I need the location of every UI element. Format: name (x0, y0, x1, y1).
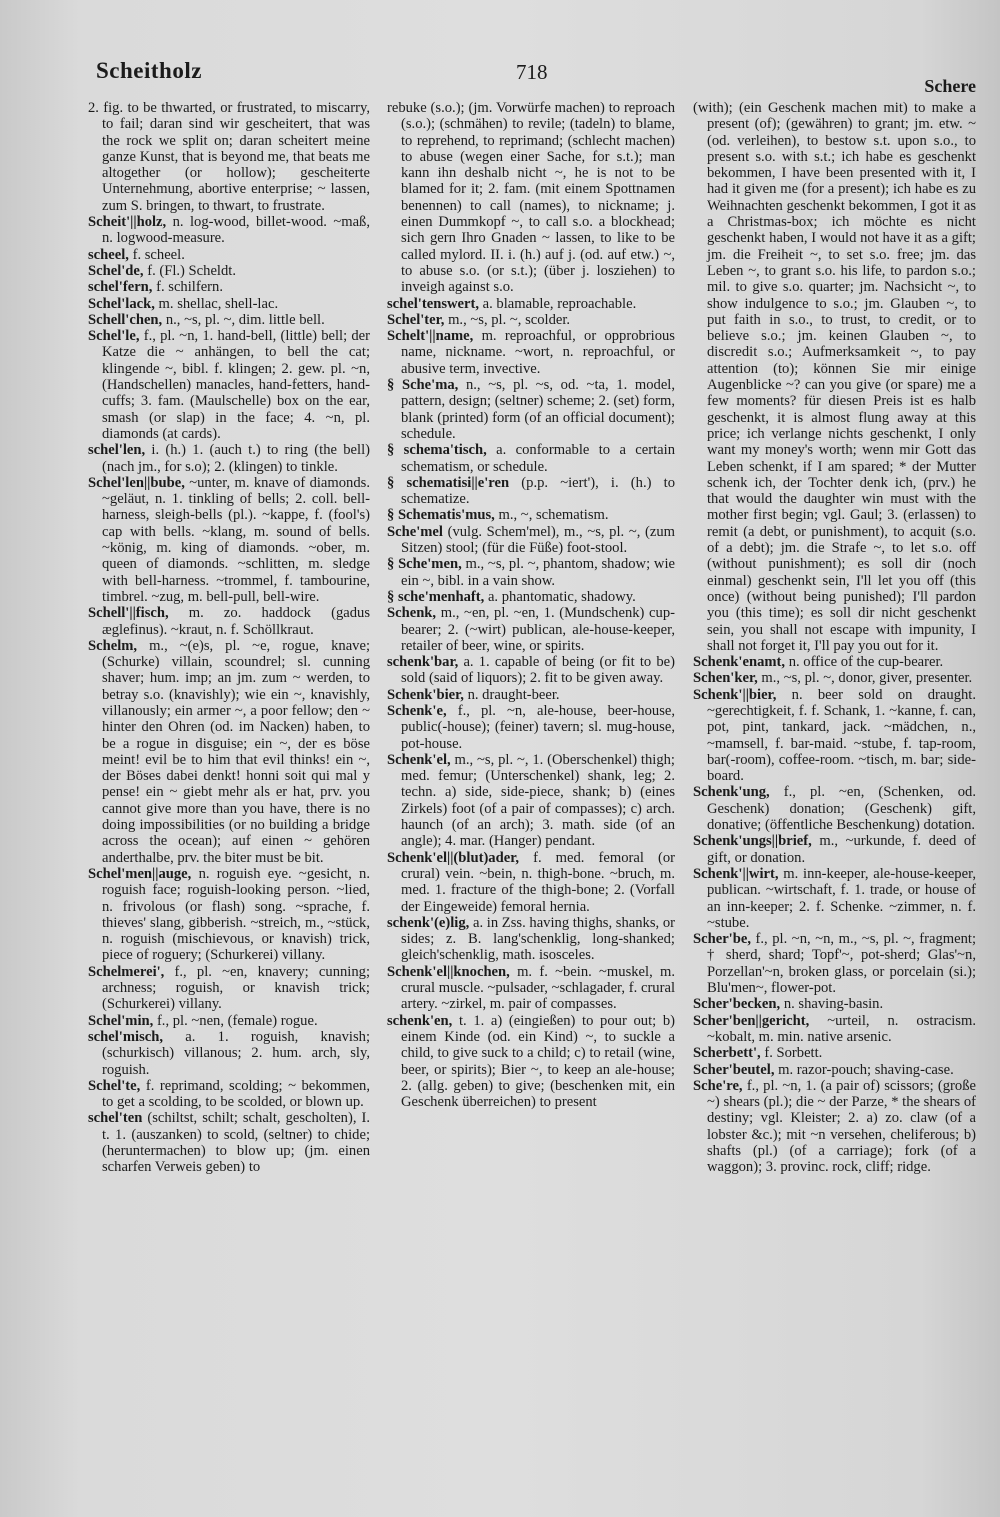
entry-headword: Scher'becken, (693, 996, 781, 1013)
dictionary-entry (88, 296, 370, 312)
entry-definition: (p.p. ~iert'), i. (h.) to schematize. (401, 474, 675, 508)
dictionary-entry (693, 931, 976, 996)
running-head (96, 58, 976, 96)
column-1 (88, 100, 370, 1510)
column-3 (693, 100, 976, 1510)
dictionary-entry (88, 964, 370, 1013)
dictionary-entry (387, 442, 675, 475)
entry-definition: m. zo. haddock (gadus æglefinus). ~kraut, n. f. Schöllkraut. (102, 605, 370, 638)
entry-headword: § schematisi||e'ren (387, 474, 510, 491)
dictionary-entry (387, 296, 675, 312)
entry-definition: f. (Fl.) Scheldt. (147, 262, 236, 279)
dictionary-entry (387, 524, 675, 557)
entry-headword: Schenk'ungs||brief, (693, 833, 812, 850)
dictionary-entry (387, 475, 675, 508)
entry-headword: Schen'ker, (693, 670, 758, 687)
dictionary-entry (387, 850, 675, 915)
dictionary-entry (387, 964, 675, 1013)
entry-definition: m., ~en, pl. ~en, 1. (Mundschenk) cup-bearer; 2. (~wirt) publican, ale-house-keeper, retailer of beer, wine, or spirits. (401, 605, 675, 654)
entry-headword: Schel'men||auge, (88, 865, 192, 882)
entry-headword: Schenk'e, (387, 702, 447, 719)
entry-definition: f. med. femoral (or crural) vein. ~bein, n. thigh-bone. ~bruch, m. med. 1. fracture of the thigh-bone; 2. (Vorfall der Eingeweide) femoral hernia. (401, 849, 675, 915)
entry-definition: f., pl. ~n, ~n, m., ~s, pl. ~, fragment; † sherd, shard; Topf'~, pot-sherd; Glas'~n, Porzellan'~n, broken glass, or porcelain (si.); Blu'men~, flower-pot. (707, 931, 976, 997)
entry-definition: ~unter, m. knave of diamonds. ~geläut, n. 1. tinkling of bells; 2. coll. bell-harness, sleigh-bells (pl.). ~kappe, f. (fool's) cap with bells. ~klang, m. sound of bells. ~könig, m. king of diamonds. ~ober, m. queen of diamonds. ~schlitten, m. sledge with bell-harness. ~trommel, f. tambourine, timbrel. ~zug, m. bell-pull, bell-wire. (102, 474, 370, 605)
dictionary-entry (387, 605, 675, 654)
entry-headword: § Sche'men, (387, 556, 462, 573)
entry-headword: Schel'lack, (88, 295, 155, 312)
entry-headword: Schelt'||name, (387, 328, 474, 345)
dictionary-entry (387, 328, 675, 377)
entry-definition: m., ~urkunde, f. deed of gift, or donation. (707, 833, 976, 866)
page-number: 718 (516, 60, 548, 84)
dictionary-entry (88, 247, 370, 263)
entry-headword: schenk'bar, (387, 654, 459, 671)
entry-headword: Sche'mel (387, 523, 443, 540)
entry-definition: f. schilfern. (156, 279, 223, 296)
entry-definition: f., pl. ~en, knavery; cunning; archness; roguish, or knavish trick; (Schurkerei) villany. (102, 963, 370, 1013)
entry-headword: Schell'||fisch, (88, 605, 169, 622)
entry-definition: n. draught-beer. (467, 686, 560, 703)
dictionary-entry (387, 100, 675, 296)
entry-headword: Schel'de, (88, 262, 144, 279)
dictionary-entry (88, 214, 370, 247)
dictionary-entry (387, 752, 675, 850)
entry-headword: Schenk'el, (387, 751, 451, 768)
entry-definition: m., ~s, pl. ~, 1. (Oberschenkel) thigh; med. femur; (Unterschenkel) shank, leg; 2. techn. a) side, side-piece, shank; b) (eines Zirkels) foot (of a pair of compasses); c) arch. haunch (of an arch); 3. math. side (of an angle); 4. mar. (Hanger) pendant. (401, 751, 675, 850)
entry-headword: Schel'te, (88, 1077, 141, 1094)
entry-definition: 2. fig. to be thwarted, or frustrated, to miscarry, to fail; daran sind wir gescheitert, that was the rock we split on; daran scheitert meine ganze Kunst, that is beyond me, that beats me altogether (or hollow); gescheiterte Unternehmung, abortive enterprise; ~ lassen, zum S. bringen, to thwart, to frustrate. (88, 100, 370, 214)
entry-definition: a. phantomatic, shadowy. (487, 588, 636, 605)
dictionary-entry (693, 866, 976, 931)
dictionary-entry (88, 312, 370, 328)
entry-definition: m., ~(e)s, pl. ~e, rogue, knave; (Schurke) villain, scoundrel; sl. cunning shaver; hum. imp; an jm. zum ~ werden, to betray s.o. (knavishly); wie ein ~, knavishly, villanously; ein armer ~, a poor fellow; den ~ hinter den Ohren (od. im Nacken) haben, to be a rogue in disguise; ein ~, der es böse meint! evil be to him that evil thinks! ein ~, der Böses dabei denkt! honni soit qui mal y pense! ein ~ giebt mehr als er hat, prv. you cannot give more than you have, there is no doing impossibilities (or no building a bridge across the ocean); auf einen ~ gehören anderthalbe, prv. the biter must be bit. (102, 637, 370, 866)
entry-definition: f., pl. ~nen, (female) rogue. (156, 1012, 318, 1029)
entry-headword: Schenk, (387, 605, 437, 622)
entry-definition: f. scheel. (132, 246, 185, 263)
entry-headword: Schenk'el||knochen, (387, 963, 510, 980)
entry-headword: schel'ten (88, 1110, 143, 1127)
entry-definition: n., ~s, pl. ~s, od. ~ta, 1. model, pattern, design; (seltner) scheme; 2. (set) form, blank (printed) form (of an official document); schedule. (401, 377, 675, 442)
entry-headword: scheel, (88, 246, 129, 263)
entry-definition: f., pl. ~n, 1. hand-bell, (little) bell; der Katze die ~ anhängen, to bell the cat; klingende ~, bibl. f. klingen; 2. gew. pl. ~n, (Handschellen) manacles, hand-fetters, hand-cuffs; 3. fam. (Maulschelle) box on the ear, smash (or slap) in the face; 4. ~n, pl. diamonds (at cards). (102, 328, 370, 442)
entry-definition: m., ~s, pl. ~, donor, giver, presenter. (761, 670, 973, 687)
dictionary-entry (387, 312, 675, 328)
entry-definition: (schiltst, schilt; schalt, gescholten), I. t. 1. (auszanken) to scold, (seltner) to chide; (heruntermachen) to blow up; (jm. einen scharfen Verweis geben) to (102, 1110, 370, 1176)
entry-definition: m. reproachful, or opprobrious name, nickname. ~wort, n. reproachful, or abusive term, invective. (401, 328, 675, 377)
entry-definition: (vulg. Schem'mel), m., ~s, pl. ~, (zum Sitzen) stool; (für die Füße) foot-stool. (401, 523, 675, 557)
dictionary-entry (693, 1062, 976, 1078)
entry-headword: § Sche'ma, (387, 377, 459, 394)
entry-headword: Scher'beutel, (693, 1061, 775, 1078)
entry-definition: i. (h.) 1. (auch t.) to ring (the bell) (nach jm., for s.o); 2. (klingen) to tinkle. (102, 442, 370, 475)
entry-definition: a. blamable, reproachable. (482, 295, 637, 312)
entry-headword: schenk'(e)lig, (387, 914, 470, 931)
entry-definition: f., pl. ~en, (Schenken, od. Geschenk) donation; (Geschenk) gift, donative; (öffentliche Beschenkung) dotation. (707, 784, 976, 834)
dictionary-entry (88, 279, 370, 295)
dictionary-entry (387, 589, 675, 605)
entry-headword: Schelmerei', (88, 963, 165, 980)
entry-headword: schel'fern, (88, 279, 153, 296)
entry-definition: f., pl. ~n, ale-house, beer-house, public(-house); (feiner) tavern; sl. mug-house, pot-house. (401, 702, 675, 752)
dictionary-entry (88, 263, 370, 279)
dictionary-entry (88, 100, 370, 214)
entry-definition: a. conformable to a certain schematism, or schedule. (401, 442, 675, 475)
column-2 (387, 100, 675, 1510)
dictionary-entry (88, 605, 370, 638)
entry-headword: Schel'len||bube, (88, 474, 185, 491)
entry-headword: schenk'en, (387, 1012, 453, 1029)
dictionary-entry (693, 670, 976, 686)
dictionary-entry (387, 377, 675, 442)
entry-headword: Schenk'ung, (693, 784, 770, 801)
entry-headword: Schelm, (88, 637, 138, 654)
dictionary-entry (88, 1078, 370, 1111)
dictionary-entry (387, 1013, 675, 1111)
dictionary-entry (387, 556, 675, 589)
entry-definition: rebuke (s.o.); (jm. Vorwürfe machen) to reproach (s.o.); (schmähen) to revile; (tadeln) to blame, to reprehend, to reprimand; (schlecht machen) to abuse (wegen einer Sache, for s.t.); man kann ihn deshalb nicht ~, he is not to be blamed for it; 2. fam. (mit einem Spottnamen benennen) to call (names), to nickname; j. einen Dummkopf ~, to call s.o. a blockhead; sich gern Ihro Gnaden ~ lassen, to like to be called mylord. II. i. (h.) auf j. (od. auf etw.) ~, to abuse s.o. (or s.t.); (über j. losziehen) to inveigh against s.o. (387, 100, 675, 296)
entry-headword: Schel'min, (88, 1012, 154, 1029)
left-guide-word: Scheitholz (96, 58, 202, 83)
entry-definition: t. 1. a) (eingießen) to pour out; b) einem Kinde (od. ein Kind) ~, to suckle a child, to give suck to a child; c) to retail (wine, beer, or spirits); Bier ~, to keep an ale-house; 2. (allg. geben) to give; (beschenken mit, ein Geschenk überreichen) to present (401, 1012, 675, 1111)
dictionary-entry (88, 475, 370, 605)
dictionary-entry (693, 1078, 976, 1176)
entry-headword: § Schematis'mus, (387, 507, 495, 524)
entry-headword: Scher'be, (693, 931, 751, 948)
dictionary-entry (693, 1045, 976, 1061)
entry-headword: schel'len, (88, 442, 146, 459)
right-guide-word: Schere (924, 76, 976, 96)
entry-definition: n. shaving-basin. (783, 996, 884, 1013)
entry-headword: Schenk'||bier, (693, 686, 777, 703)
dictionary-entry (693, 833, 976, 866)
entry-headword: Schenk'enamt, (693, 654, 786, 671)
dictionary-entry (693, 100, 976, 654)
dictionary-entry (693, 654, 976, 670)
dictionary-entry (88, 1110, 370, 1175)
entry-definition: (with); (ein Geschenk machen mit) to make a present (of); (gewähren) to grant; jm. etw. ~ (od. verleihen), to bestow s.t. upon s.o., to present s.o. with s.t.; ich habe es geschenkt bekommen, I have been presented with it, I had it given me (for a present); ich habe es zu Weihnachten geschenkt bekommen, I got it as a Christmas-box; ich möchte es nicht geschenkt haben, I would not have it as a gift; jm. die Freiheit ~, to set s.o. free; jm. das Leben ~, to grant s.o. his life, to pardon s.o.; mil. to give s.o. quarter; jm. Nachsicht ~, to show indulgence to s.o.; jm. Glauben ~, to put faith in s.o., to trust, to credit, or to believe s.o.; jm. keinen Glauben ~, to discredit s.o.; Aufmerksamkeit ~, to pay attention (to); können Sie mir einige Augenblicke ~? can you give (or spare) me a few moments? für diesen Preis ist es halb geschenkt, it is almost flung away at this price; ich verlange nichts geschenkt, I only want my money's worth; wenn mir Gott das Leben schenkt, if I am spared; * der Mutter schenk ich, der Tochter denk ich, (prv.) he that would the daughter win must with the mother first begin; vgl. Gaul; 3. (erlassen) to remit (a debt, or punishment), to acquit (s.o. of a debt); jm. die Strafe ~, to let s.o. off (without punishment); es soll dir (noch einmal) geschenkt sein, I'll let you off (this once) (without being punished); I'll pardon you (this time); es soll dir nicht geschenkt sein, you shall not escape with impunity, I shall not forget it, I'll pay you out for it. (693, 100, 976, 654)
entry-headword: Scherbett', (693, 1045, 761, 1062)
dictionary-entry (88, 442, 370, 475)
entry-definition: m. inn-keeper, ale-house-keeper, publican. ~wirtschaft, f. 1. trade, or house of an inn-keeper; 2. f. Schenke. ~zimmer, n. f. ~stube. (707, 865, 976, 931)
entry-definition: n., ~s, pl. ~, dim. little bell. (165, 311, 325, 328)
entry-headword: Schel'ter, (387, 311, 445, 328)
dictionary-entry (88, 1013, 370, 1029)
entry-headword: Schenk'bier, (387, 686, 464, 703)
dictionary-entry (88, 638, 370, 866)
entry-definition: n. roguish eye. ~gesicht, n. roguish face; roguish-looking person. ~lied, n. frivolous (or flash) song. ~sprache, f. thieves' slang, gibberish. ~streich, m., ~stück, n. roguish (mischievous, or knavish) trick, piece of roguery; (Schurkerei) villany. (102, 865, 370, 964)
entry-headword: Schenk'||wirt, (693, 865, 779, 882)
entry-headword: Scheit'||holz, (88, 214, 167, 231)
entry-headword: schel'tenswert, (387, 295, 479, 312)
entry-definition: ~urteil, n. ostracism. ~kobalt, m. min. native arsenic. (707, 1012, 976, 1045)
entry-headword: schel'misch, (88, 1028, 163, 1045)
entry-definition: n. beer sold on draught. ~gerechtigkeit, f. f. Schank, 1. ~kanne, f. can, pot, pint, tankard, jack. ~mädchen, n., ~mamsell, f. bar-maid. ~stube, f. tap-room, bar(-room), coffee-room. ~tisch, m. bar; side-board. (707, 686, 976, 785)
dictionary-entry (693, 687, 976, 785)
entry-definition: n. log-wood, billet-wood. ~maß, n. logwood-measure. (102, 214, 370, 247)
dictionary-entry (88, 1029, 370, 1078)
entry-headword: Sche're, (693, 1077, 743, 1094)
dictionary-entry (693, 996, 976, 1012)
dictionary-entry (693, 1013, 976, 1046)
entry-headword: § schema'tisch, (387, 442, 487, 459)
entry-definition: m., ~s, pl. ~, scolder. (448, 311, 571, 328)
entry-definition: m. razor-pouch; shaving-case. (778, 1061, 954, 1078)
entry-definition: m. shellac, shell-lac. (158, 295, 279, 312)
entry-definition: n. office of the cup-bearer. (788, 654, 944, 671)
entry-definition: m. f. ~bein. ~muskel, m. crural muscle. ~pulsader, ~schlagader, f. crural artery. ~zirkel, m. pair of compasses. (401, 963, 675, 1013)
entry-headword: Scher'ben||gericht, (693, 1012, 810, 1029)
dictionary-entry (693, 784, 976, 833)
entry-definition: f. reprimand, scolding; ~ bekommen, to get a scolding, to be scolded, or blown up. (102, 1077, 370, 1111)
entry-headword: Schell'chen, (88, 311, 163, 328)
entry-definition: f. Sorbett. (764, 1045, 823, 1062)
entry-definition: m., ~, schematism. (498, 507, 609, 524)
entry-definition: a. in Zss. having thighs, shanks, or sides; z. B. lang'schenklig, long-shanked; gleich'schenklig, math. isosceles. (401, 914, 675, 964)
entry-headword: Schenk'el||(blut)ader, (387, 849, 519, 866)
dictionary-entry (88, 866, 370, 964)
dictionary-entry (387, 703, 675, 752)
entry-definition: f., pl. ~n, 1. (a pair of) scissors; (große ~) shears (pl.); die ~ der Parze, * the shears of destiny; vgl. Kleister; 2. a) zo. claw (of a lobster &c.); mit ~n versehen, cheliferous; b) shafts (pl.) (of a carriage); fork (of a waggon); 3. provinc. rock, cliff; ridge. (707, 1077, 976, 1176)
dictionary-entry (387, 687, 675, 703)
entry-definition: a. 1. roguish, knavish; (schurkisch) villanous; 2. hum. arch, sly, roguish. (102, 1028, 370, 1078)
entry-definition: m., ~s, pl. ~, phantom, shadow; wie ein ~, bibl. in a vain show. (401, 556, 675, 589)
entry-headword: Schel'le, (88, 328, 140, 345)
dictionary-entry (387, 654, 675, 687)
dictionary-entry (88, 328, 370, 442)
entry-headword: § sche'menhaft, (387, 588, 485, 605)
entry-definition: a. 1. capable of being (or fit to be) sold (said of liquors); 2. fit to be given away. (401, 654, 675, 687)
dictionary-entry (387, 915, 675, 964)
dictionary-entry (387, 507, 675, 523)
